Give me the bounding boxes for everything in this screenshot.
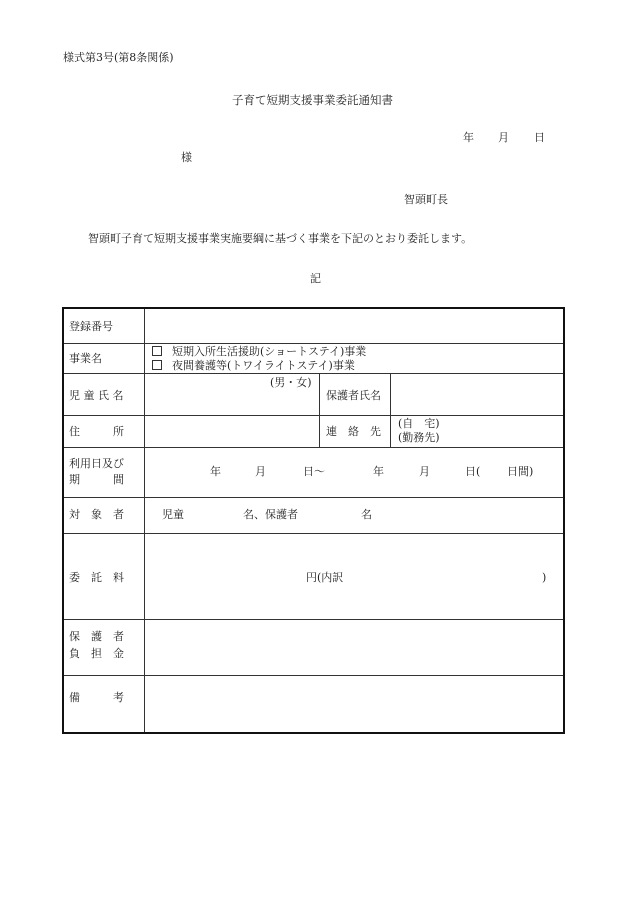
registration-number-label: 登録番号 (69, 320, 113, 333)
row-divider (64, 343, 563, 344)
fee-yen: 円(内訳 (306, 571, 344, 584)
row-divider (64, 373, 563, 374)
commission-form-table (62, 307, 565, 734)
form-number: 様式第3号(第8条関係) (63, 51, 174, 64)
contact-work: (勤務先) (398, 431, 440, 444)
period-year-end: 年 (373, 465, 384, 478)
remarks-label: 備 考 (69, 691, 124, 704)
row-divider (64, 497, 563, 498)
document-title: 子育て短期支援事業委託通知書 (232, 93, 393, 107)
row-divider (64, 675, 563, 676)
body-text: 智頭町子育て短期支援事業実施要綱に基づく事業を下記のとおり委託します。 (88, 232, 473, 245)
address-label: 住 所 (69, 425, 124, 438)
cell-divider (390, 373, 391, 447)
gender-hint: (男・女) (270, 376, 312, 389)
period-month-end: 月 (419, 465, 430, 478)
burden-label-line1: 保 護 者 (69, 630, 124, 643)
burden-label-line2: 負 担 金 (69, 647, 124, 660)
service-option-shortstay[interactable] (152, 346, 366, 357)
fee-label: 委 託 料 (69, 571, 124, 584)
row-divider (64, 415, 563, 416)
contact-label: 連 絡 先 (326, 425, 381, 438)
label-column-divider (144, 309, 145, 732)
date-month: 月 (498, 131, 509, 144)
period-year-start: 年 (210, 465, 221, 478)
service-option-label: 夜間養護等(トワイライトステイ)事業 (172, 359, 355, 372)
service-option-label: 短期入所生活援助(ショートステイ)事業 (172, 345, 367, 358)
date-day: 日 (534, 131, 545, 144)
service-option-twilight[interactable] (152, 360, 355, 371)
addressee-suffix: 様 (181, 151, 192, 164)
issuer: 智頭町長 (404, 193, 448, 206)
target-child: 児童 (162, 508, 184, 521)
row-divider (64, 447, 563, 448)
target-label: 対 象 者 (69, 508, 124, 521)
period-month-start: 月 (255, 465, 266, 478)
target-end: 名 (361, 508, 372, 521)
target-mid: 名、保護者 (243, 508, 298, 521)
row-divider (64, 619, 563, 620)
period-day-end: 日( (465, 465, 481, 478)
cell-divider (319, 373, 320, 447)
checkbox-icon[interactable] (152, 346, 162, 356)
ki-heading: 記 (310, 272, 321, 285)
contact-home: (自 宅) (398, 417, 440, 430)
guardian-name-label: 保護者氏名 (326, 389, 381, 402)
date-year: 年 (463, 131, 474, 144)
checkbox-icon[interactable] (152, 360, 162, 370)
period-label-line2: 期 間 (69, 473, 124, 486)
period-day-start: 日〜 (303, 465, 325, 478)
registration-number-field[interactable] (146, 309, 563, 342)
row-divider (64, 533, 563, 534)
fee-close: ) (542, 571, 547, 584)
child-name-label: 児 童 氏 名 (69, 389, 124, 402)
period-days: 日間) (507, 465, 534, 478)
period-label-line1: 利用日及び (69, 457, 124, 470)
service-name-label: 事業名 (69, 352, 102, 365)
